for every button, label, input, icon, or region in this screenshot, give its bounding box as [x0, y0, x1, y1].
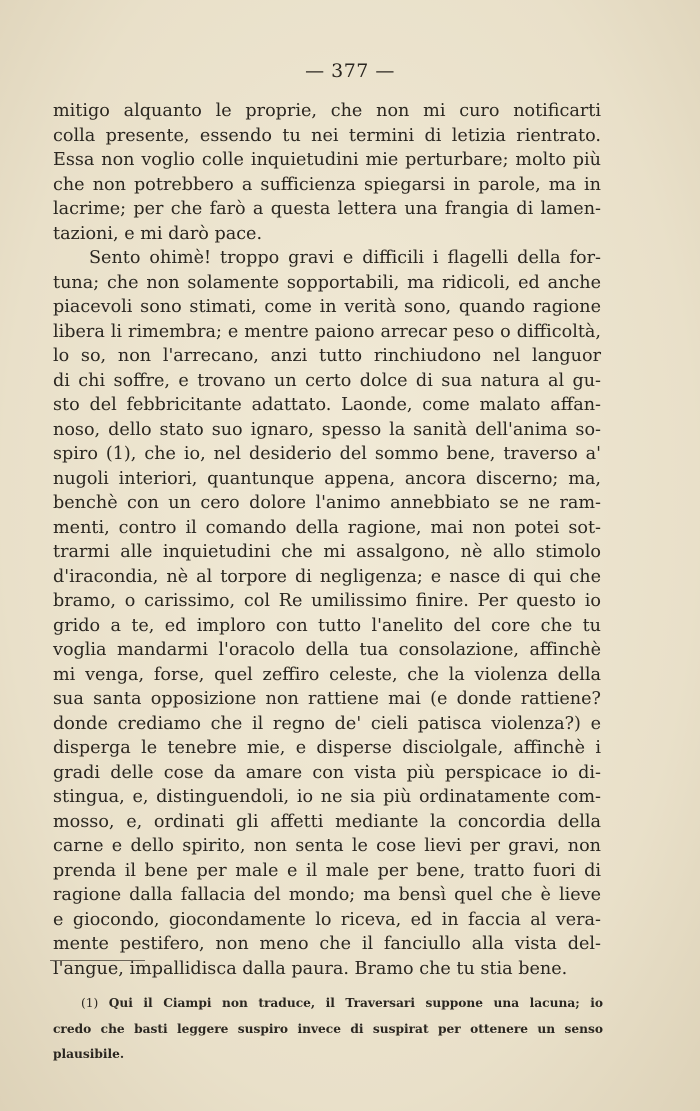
text-line: colla presente, essendo tu nei termini di letizia rientrato.: [53, 125, 601, 146]
text-line: mente pestifero, non meno che il fanciullo alla vista del-: [53, 934, 601, 954]
text-line: mosso, e, ordinati gli affetti mediante la concordia della: [53, 811, 601, 832]
text-line: gradi delle cose da amare con vista più perspicace io di-: [53, 762, 601, 783]
paragraph-1: [53, 99, 601, 246]
text-line: spiro (1), che io, nel desiderio del sommo bene, traverso a': [53, 444, 601, 464]
text-line: d'iracondia, nè al torpore di negligenza; e nasce di qui che: [53, 566, 601, 587]
body-text: [53, 99, 601, 981]
page-number: — 377 —: [305, 60, 395, 82]
footnote-marker: (1): [81, 996, 99, 1010]
text-line: Sento ohimè! troppo gravi e difficili i flagelli della for-: [89, 248, 601, 268]
text-line: di chi soffre, e trovano un certo dolce di sua natura al gu-: [53, 370, 601, 391]
text-line: sto del febbricitante adattato. Laonde, come malato affan-: [53, 395, 601, 415]
text-line: che non potrebbero a sufficienza spiegarsi in parole, ma in: [53, 174, 601, 195]
text-line: stingua, e, distinguendoli, io ne sia più ordinatamente com-: [53, 787, 601, 807]
text-line: lacrime; per che farò a questa lettera una frangia di lamen-: [53, 199, 601, 219]
text-line: e giocondo, giocondamente lo riceva, ed in faccia al vera-: [53, 909, 601, 930]
text-line: benchè con un cero dolore l'animo annebbiato se ne ram-: [53, 493, 601, 513]
text-line: carne e dello spirito, non senta le cose lievi per gravi, non: [53, 836, 601, 856]
footnote-separator: [50, 960, 145, 961]
text-line: mitigo alquanto le proprie, che non mi curo notificarti: [53, 101, 601, 121]
text-line: tazioni, e mi darò pace.: [53, 223, 263, 244]
text-line: sua santa opposizione non rattiene mai (e donde rattiene?: [53, 689, 601, 709]
text-line: grido a te, ed imploro con tutto l'anelito del core che tu: [53, 615, 601, 636]
text-line: prenda il bene per male e il male per bene, tratto fuori di: [53, 860, 601, 881]
text-line: menti, contro il comando della ragione, mai non potei sot-: [53, 517, 601, 538]
text-line: bramo, o carissimo, col Re umilissimo finire. Per questo io: [53, 591, 601, 611]
text-line: Essa non voglio colle inquietudini mie perturbare; molto più: [53, 150, 601, 170]
text-line: ragione dalla fallacia del mondo; ma bensì quel che è lieve: [53, 885, 601, 905]
text-line: trarmi alle inquietudini che mi assalgono, nè allo stimolo: [53, 542, 601, 562]
text-line: noso, dello stato suo ignaro, spesso la sanità dell'anima so-: [53, 419, 601, 440]
text-line: piacevoli sono stimati, come in verità sono, quando ragione: [53, 297, 601, 317]
footnote-text: Qui il Ciampi non traduce, il Traversari suppone una lacuna; io: [108, 996, 603, 1010]
text-line: lo so, non l'arrecano, anzi tutto rinchiudono nel languor: [53, 346, 601, 366]
paragraph-2: [53, 246, 601, 981]
footnote-line: credo che basti leggere suspiro invece di suspirat per ottenere un senso: [53, 1021, 603, 1036]
footnote-line: [53, 991, 603, 1017]
text-line: donde crediamo che il regno de' cieli patisca violenza?) e: [53, 713, 601, 734]
text-line: libera li rimembra; e mentre paiono arrecar peso o difficoltà,: [53, 321, 601, 342]
footnote-line: plausibile.: [53, 1047, 125, 1061]
text-line: l'angue, impallidisca dalla paura. Bramo che tu stia bene.: [53, 958, 568, 979]
text-line: nugoli interiori, quantunque appena, ancora discerno; ma,: [53, 468, 601, 489]
text-line: mi venga, forse, quel zeffiro celeste, che la violenza della: [53, 664, 601, 685]
text-line: voglia mandarmi l'oracolo della tua consolazione, affinchè: [53, 640, 601, 660]
text-line: tuna; che non solamente sopportabili, ma ridicoli, ed anche: [53, 272, 601, 293]
text-line: disperga le tenebre mie, e disperse disciolgale, affinchè i: [53, 738, 601, 758]
footnote: [53, 991, 603, 1068]
